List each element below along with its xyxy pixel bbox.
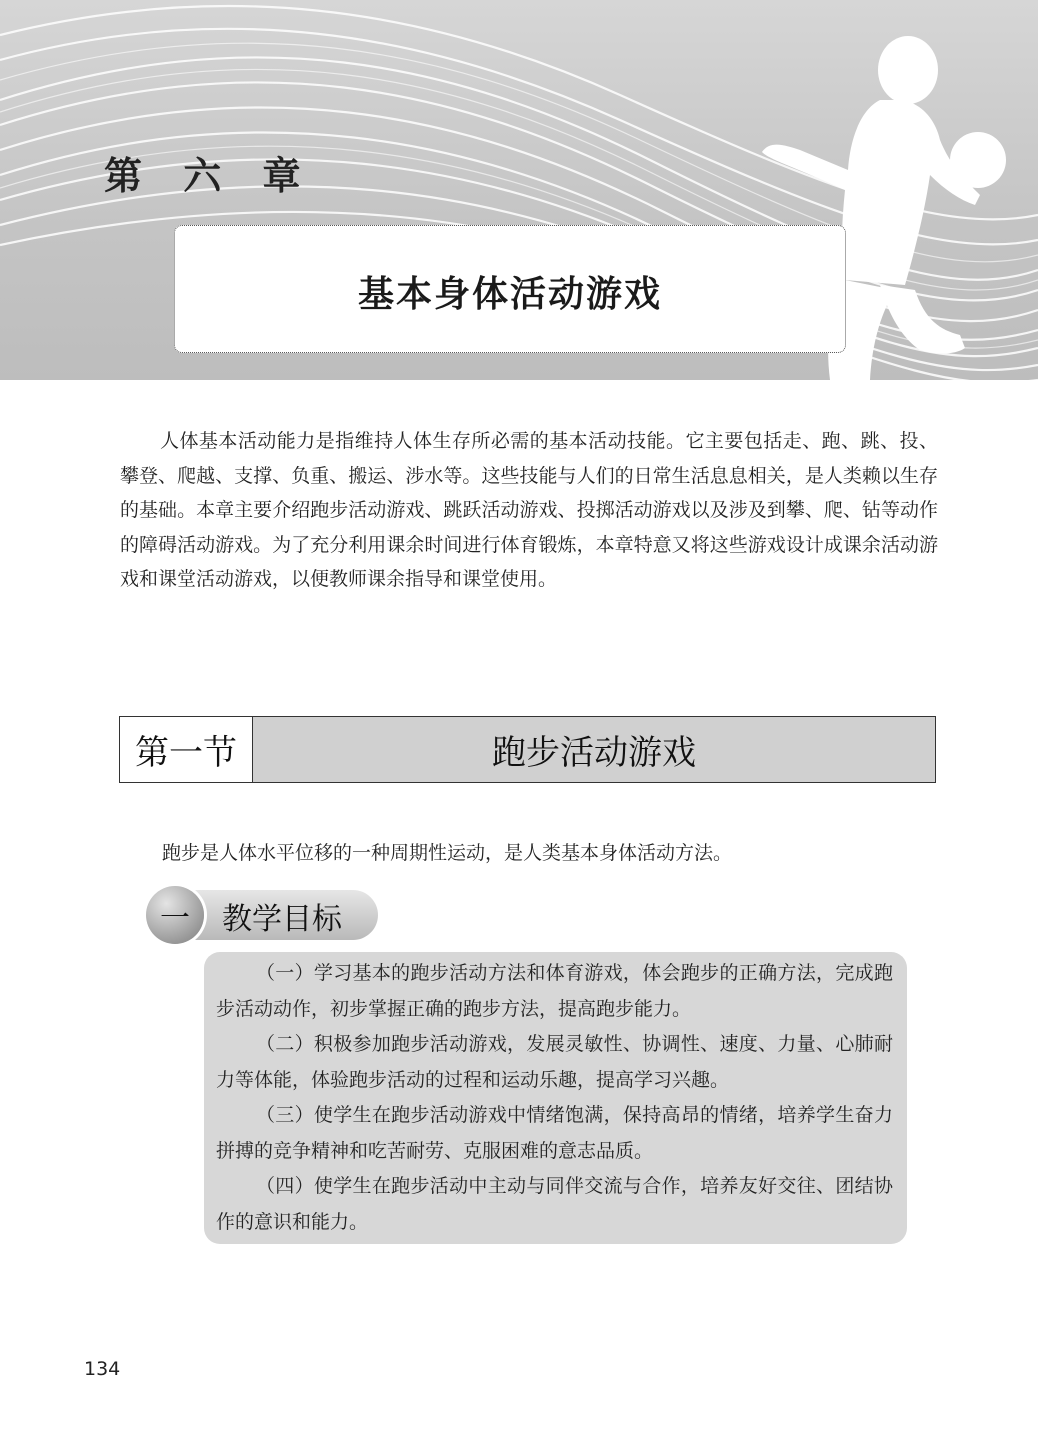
chapter-intro-paragraph: 人体基本活动能力是指维持人体生存所必需的基本活动技能。它主要包括走、跑、跳、投、攀登、爬越、支撑、负重、搬运、涉水等。这些技能与人们的日常生活息息相关，是人类赖以生存的基础。本章主要介绍跑步活动游戏、跳跃活动游戏、投掷活动游戏以及涉及到攀、爬、钻等动作的障碍活动游戏。为了充分利用课余时间进行体育锻炼，本章特意又将这些游戏设计成课余活动游戏和课堂活动游戏，以便教师课余指导和课堂使用。 xyxy=(120,430,938,590)
goal-heading-number: 一 xyxy=(160,901,190,936)
goal-item: （一）学习基本的跑步活动方法和体育游戏，体会跑步的正确方法，完成跑步活动动作，初步掌握正确的跑步方法，提高跑步能力。 xyxy=(216,962,893,1020)
page-number: 134 xyxy=(84,1358,121,1380)
section-title: 跑步活动游戏 xyxy=(253,717,935,782)
chapter-banner xyxy=(0,0,1038,380)
goal-list-box xyxy=(204,952,907,1244)
section-header xyxy=(119,716,936,783)
goal-item: （四）使学生在跑步活动中主动与同伴交流与合作，培养友好交往、团结协作的意识和能力。 xyxy=(216,1175,893,1233)
chapter-title: 基本身体活动游戏 xyxy=(357,273,662,315)
goal-heading-label: 教学目标 xyxy=(222,902,342,937)
chapter-label: 第 六 章 xyxy=(104,153,315,198)
goal-item: （三）使学生在跑步活动游戏中情绪饱满，保持高昂的情绪，培养学生奋力拼搏的竞争精神和吃苦耐劳、克服困难的意志品质。 xyxy=(216,1104,893,1162)
section-intro: 跑步是人体水平位移的一种周期性运动，是人类基本身体活动方法。 xyxy=(162,842,733,864)
goal-item: （二）积极参加跑步活动游戏，发展灵敏性、协调性、速度、力量、心肺耐力等体能，体验跑步活动的过程和运动乐趣，提高学习兴趣。 xyxy=(216,1033,893,1091)
section-number: 第一节 xyxy=(120,717,253,782)
goal-heading xyxy=(146,886,380,944)
chapter-title-box xyxy=(174,225,846,353)
